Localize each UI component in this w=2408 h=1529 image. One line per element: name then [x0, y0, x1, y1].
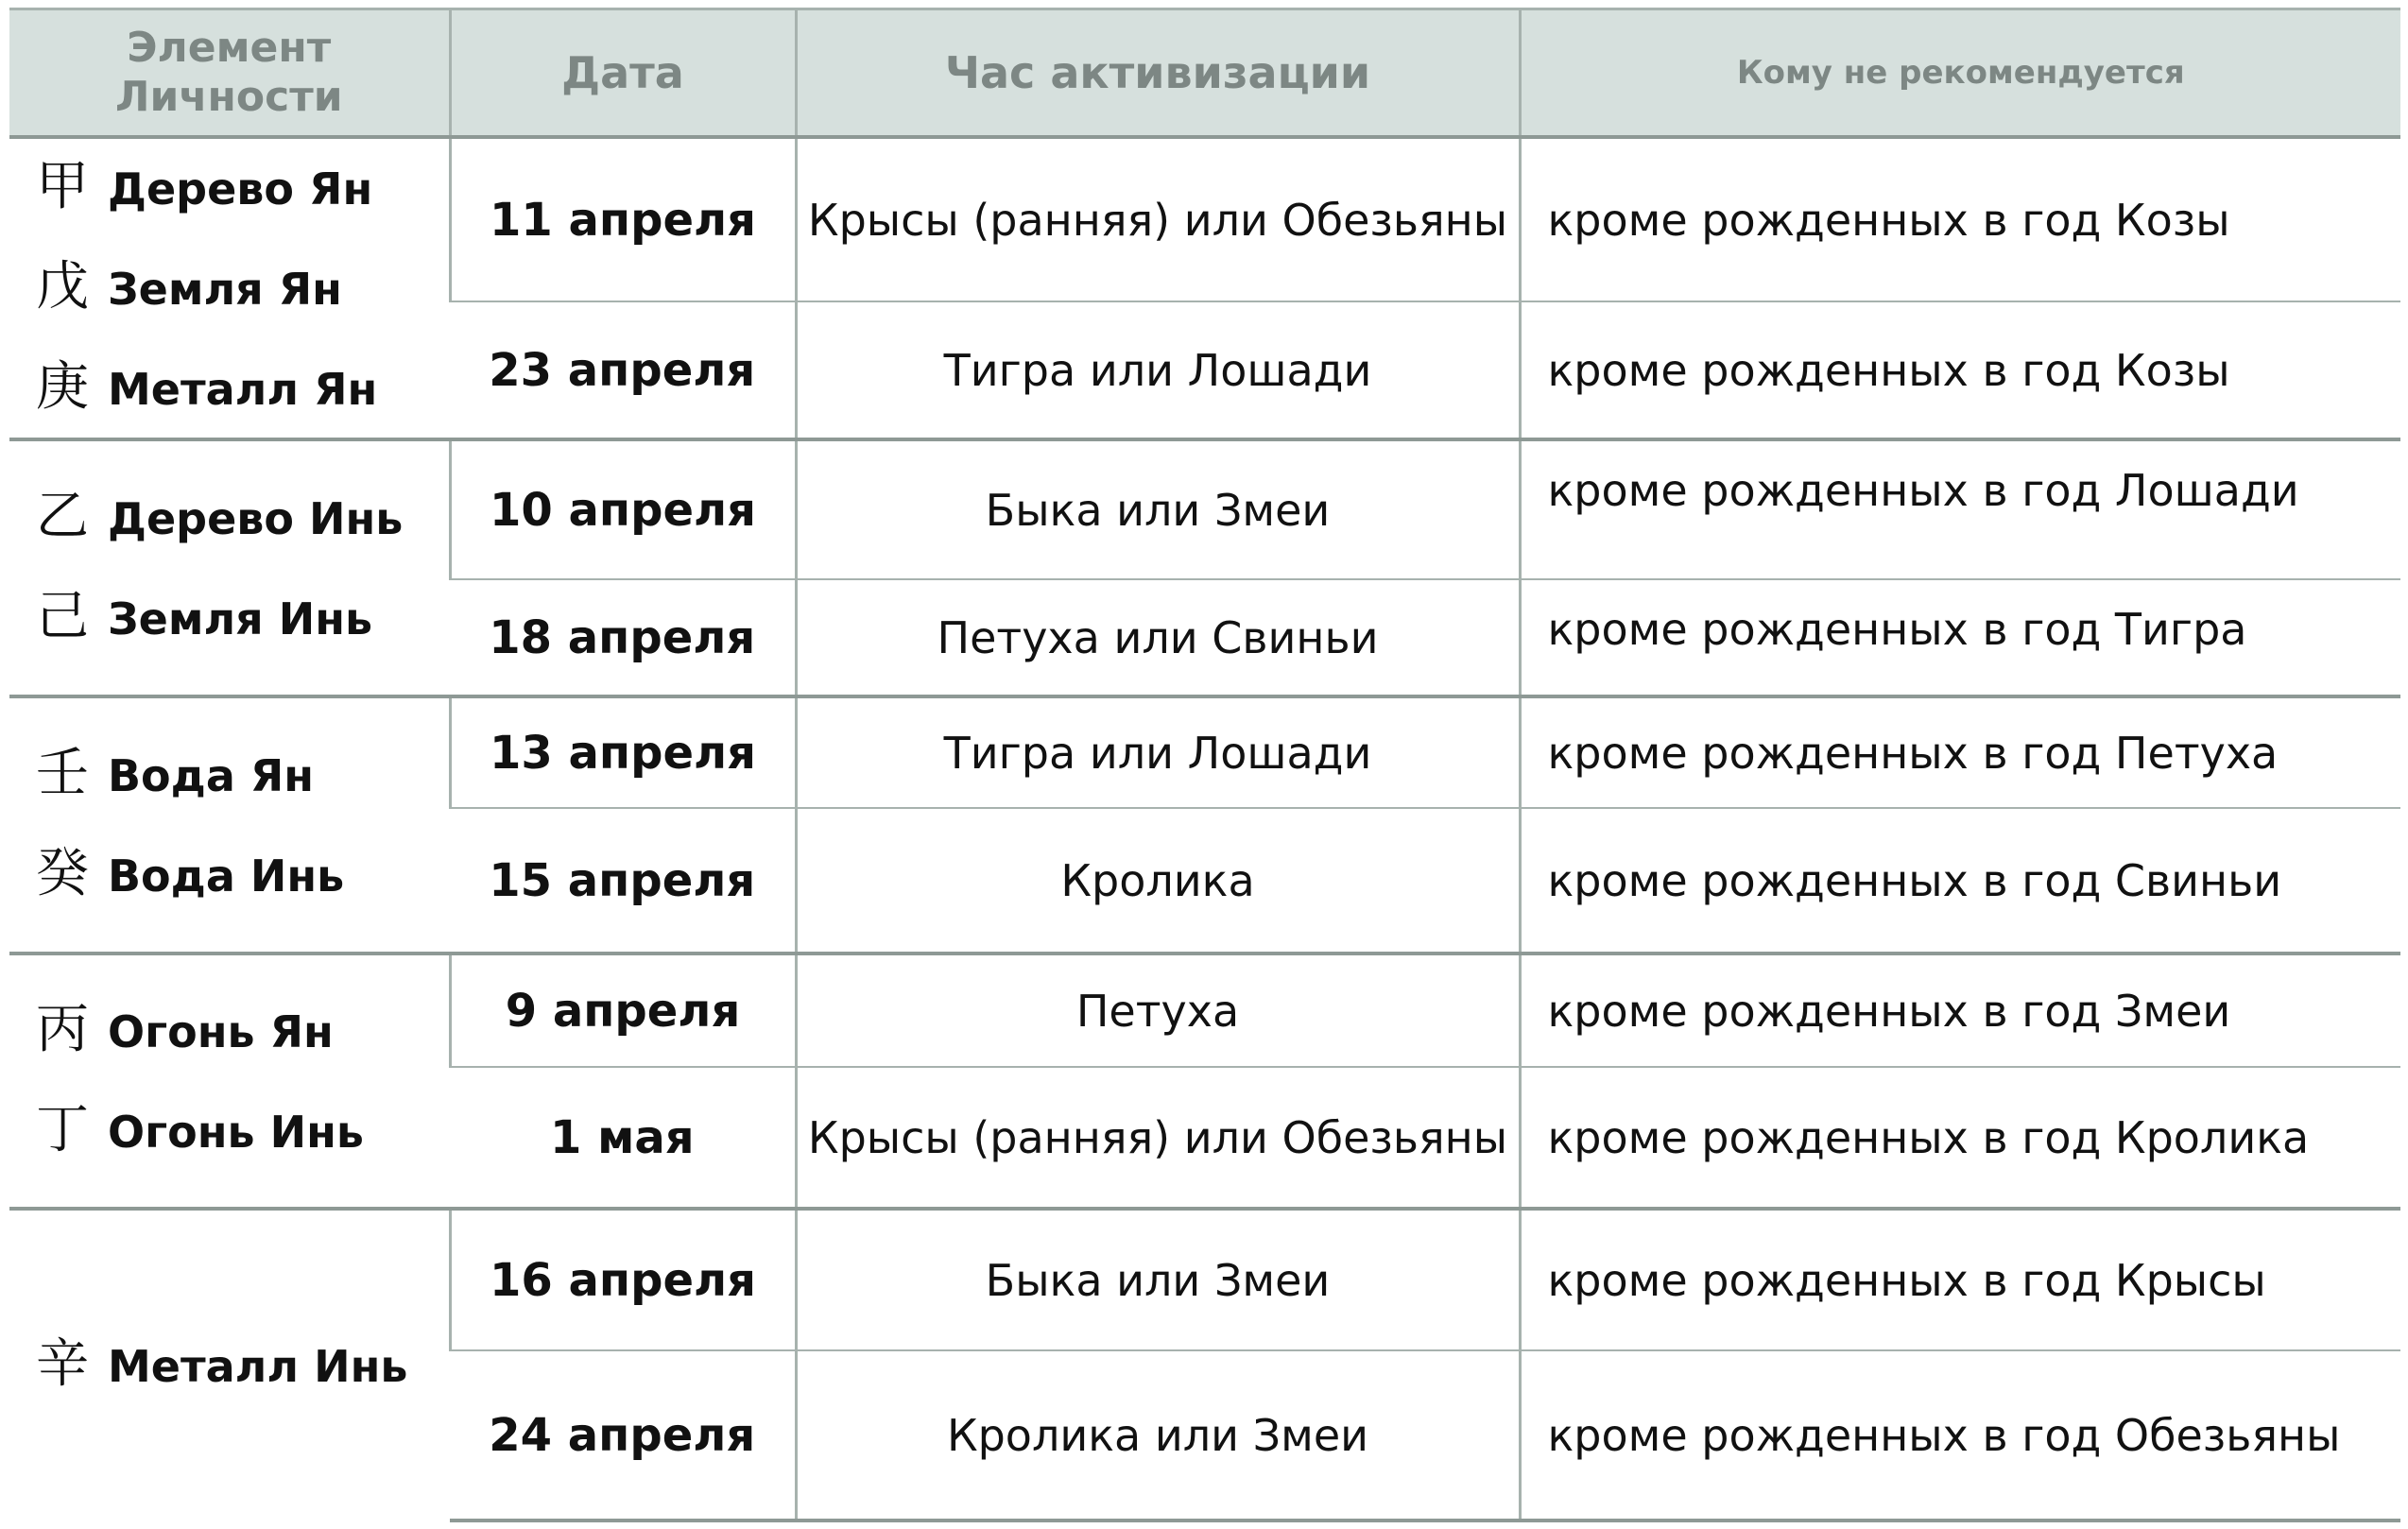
element-cell	[9, 137, 450, 439]
element-glyph: 己	[36, 586, 89, 647]
note-cell: кроме рожденных в год Тигра	[1520, 579, 2400, 696]
note-cell: кроме рожденных в год Кролика	[1520, 1067, 2400, 1209]
header-hour: Час активизации	[796, 9, 1520, 138]
note-cell: кроме рожденных в год Змеи	[1520, 953, 2400, 1067]
table-row	[9, 137, 2400, 301]
element-glyph: 戊	[36, 256, 89, 318]
element-entry	[36, 356, 441, 418]
element-label: Вода Инь	[108, 850, 345, 902]
note-cell: кроме рожденных в год Козы	[1520, 301, 2400, 439]
element-entry	[36, 743, 441, 804]
table-row	[9, 1209, 2400, 1350]
activation-schedule-table	[9, 8, 2400, 1522]
element-glyph: 丁	[36, 1099, 89, 1160]
hour-cell: Быка или Змеи	[796, 1209, 1520, 1350]
element-entry	[36, 999, 441, 1060]
hour-cell: Тигра или Лошади	[796, 301, 1520, 439]
element-label: Металл Инь	[108, 1341, 408, 1392]
note-cell: кроме рожденных в год Козы	[1520, 137, 2400, 301]
element-glyph: 庚	[36, 356, 89, 418]
date-cell: 15 апреля	[450, 808, 796, 953]
element-glyph: 乙	[36, 486, 89, 547]
date-cell: 16 апреля	[450, 1209, 796, 1350]
note-cell: кроме рожденных в год Лошади	[1520, 439, 2400, 579]
element-label: Вода Ян	[108, 750, 315, 801]
element-label: Металл Ян	[108, 364, 378, 415]
element-glyph: 丙	[36, 999, 89, 1060]
element-label: Земля Инь	[108, 593, 373, 644]
element-cell	[9, 1209, 450, 1520]
element-entry	[36, 1099, 441, 1160]
hour-cell: Кролика	[796, 808, 1520, 953]
note-cell: кроме рожденных в год Свиньи	[1520, 808, 2400, 953]
element-entry	[36, 586, 441, 647]
element-label: Дерево Ян	[108, 163, 373, 215]
element-label: Земля Ян	[108, 264, 342, 315]
date-cell: 13 апреля	[450, 696, 796, 808]
element-cell	[9, 696, 450, 953]
element-glyph: 辛	[36, 1333, 89, 1395]
date-cell: 9 апреля	[450, 953, 796, 1067]
element-label: Дерево Инь	[108, 493, 404, 544]
element-glyph: 癸	[36, 843, 89, 904]
hour-cell: Быка или Змеи	[796, 439, 1520, 579]
hour-cell: Крысы (ранняя) или Обезьяны	[796, 137, 1520, 301]
header-row	[9, 9, 2400, 138]
table-row	[9, 439, 2400, 579]
hour-cell: Кролика или Змеи	[796, 1350, 1520, 1520]
hour-cell: Крысы (ранняя) или Обезьяны	[796, 1067, 1520, 1209]
date-cell: 18 апреля	[450, 579, 796, 696]
element-cell	[9, 953, 450, 1209]
header-element: Элемент Личности	[9, 9, 450, 138]
element-label: Огонь Инь	[108, 1107, 364, 1158]
date-cell: 10 апреля	[450, 439, 796, 579]
header-not-recommended: Кому не рекомендуется	[1520, 9, 2400, 138]
element-entry	[36, 1333, 441, 1395]
note-cell: кроме рожденных в год Обезьяны	[1520, 1350, 2400, 1520]
header-date: Дата	[450, 9, 796, 138]
date-cell: 11 апреля	[450, 137, 796, 301]
element-glyph: 壬	[36, 743, 89, 804]
hour-cell: Тигра или Лошади	[796, 696, 1520, 808]
element-entry	[36, 486, 441, 547]
note-cell: кроме рожденных в год Петуха	[1520, 696, 2400, 808]
element-entry	[36, 843, 441, 904]
hour-cell: Петуха	[796, 953, 1520, 1067]
element-glyph: 甲	[36, 156, 89, 217]
date-cell: 24 апреля	[450, 1350, 796, 1520]
element-entry	[36, 156, 441, 217]
hour-cell: Петуха или Свиньи	[796, 579, 1520, 696]
date-cell: 1 мая	[450, 1067, 796, 1209]
element-cell	[9, 439, 450, 696]
date-cell: 23 апреля	[450, 301, 796, 439]
table-row	[9, 953, 2400, 1067]
element-label: Огонь Ян	[108, 1006, 334, 1057]
element-entry	[36, 256, 441, 318]
note-cell: кроме рожденных в год Крысы	[1520, 1209, 2400, 1350]
table-row	[9, 696, 2400, 808]
